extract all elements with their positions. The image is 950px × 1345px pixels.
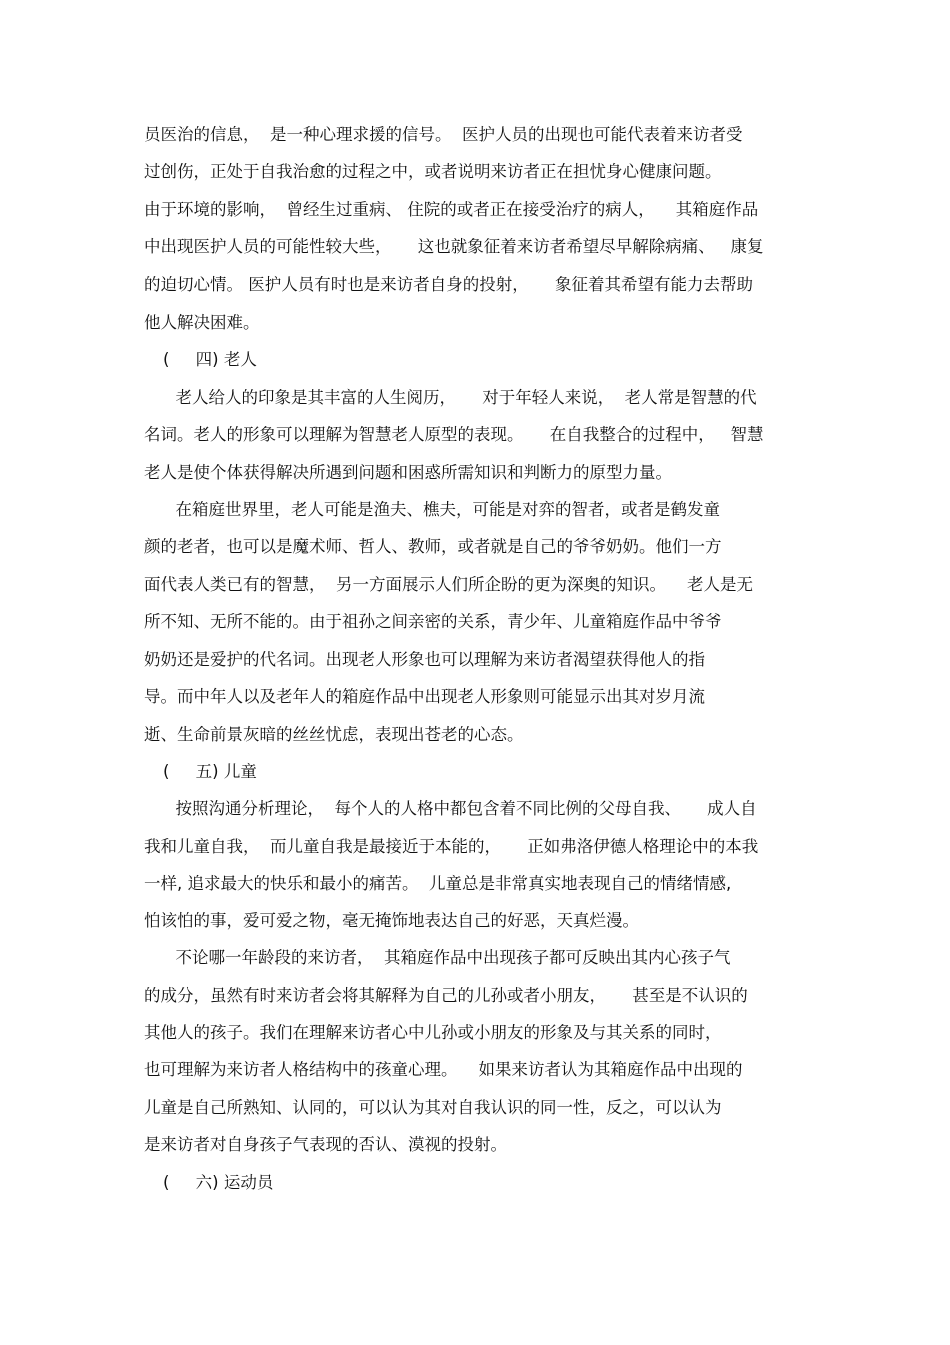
- paragraph-line: 名词。老人的形象可以理解为智慧老人原型的表现。 在自我整合的过程中， 智慧: [144, 425, 764, 444]
- paragraph-line: 的成分，虽然有时来访者会将其解释为自己的儿孙或者小朋友， 甚至是不认识的: [144, 986, 748, 1005]
- paragraph-line: 儿童是自己所熟知、认同的，可以认为其对自我认识的同一性，反之，可以认为: [144, 1098, 722, 1117]
- paragraph-line: 老人是使个体获得解决所遇到问题和困惑所需知识和判断力的原型力量。: [144, 463, 672, 482]
- paragraph-line: 是来访者对自身孩子气表现的否认、漠视的投射。: [144, 1135, 507, 1154]
- paragraph-line: 中出现医护人员的可能性较大些， 这也就象征着来访者希望尽早解除病痛、 康复: [144, 237, 764, 256]
- section-heading-athletes: ( 六) 运动员: [163, 1173, 274, 1192]
- paragraph-line: 过创伤，正处于自我治愈的过程之中，或者说明来访者正在担忧身心健康问题。: [144, 162, 722, 181]
- paragraph-line: 不论哪一年龄段的来访者， 其箱庭作品中出现孩子都可反映出其内心孩子气: [144, 948, 731, 967]
- paragraph-line: 员医治的信息， 是一种心理求援的信号。 医护人员的出现也可能代表着来访者受: [144, 125, 743, 144]
- paragraph-line: 所不知、无所不能的。由于祖孙之间亲密的关系，青少年、儿童箱庭作品中爷爷: [144, 612, 722, 631]
- paragraph-line: 其他人的孩子。我们在理解来访者心中儿孙或小朋友的形象及与其关系的同时，: [144, 1023, 722, 1042]
- paragraph-line: 导。而中年人以及老年人的箱庭作品中出现老人形象则可能显示出其对岁月流: [144, 687, 705, 706]
- paragraph-line: 由于环境的影响， 曾经生过重病、 住院的或者正在接受治疗的病人， 其箱庭作品: [144, 200, 759, 219]
- section-heading-children: ( 五) 儿童: [163, 762, 257, 781]
- paragraph-line: 他人解决困难。: [144, 313, 260, 332]
- paragraph-line: 我和儿童自我， 而儿童自我是最接近于本能的， 正如弗洛伊德人格理论中的本我: [144, 837, 759, 856]
- paragraph-line: 逝、生命前景灰暗的丝丝忧虑，表现出苍老的心态。: [144, 725, 524, 744]
- paragraph-line: 一样, 追求最大的快乐和最小的痛苦。 儿童总是非常真实地表现自己的情绪情感,: [144, 874, 732, 893]
- paragraph-line: 颜的老者，也可以是魔术师、哲人、教师，或者就是自己的爷爷奶奶。他们一方: [144, 537, 722, 556]
- paragraph-line: 奶奶还是爱护的代名词。出现老人形象也可以理解为来访者渴望获得他人的指: [144, 650, 705, 669]
- paragraph-line: 面代表人类已有的智慧， 另一方面展示人们所企盼的更为深奥的知识。 老人是无: [144, 575, 753, 594]
- paragraph-line: 怕该怕的事，爱可爱之物，毫无掩饰地表达自己的好恶，天真烂漫。: [144, 911, 639, 930]
- paragraph-line: 老人给人的印象是其丰富的人生阅历， 对于年轻人来说， 老人常是智慧的代: [144, 388, 757, 407]
- paragraph-line: 的迫切心情。 医护人员有时也是来访者自身的投射， 象征着其希望有能力去帮助: [144, 275, 753, 294]
- section-heading-elderly: ( 四) 老人: [163, 350, 257, 369]
- paragraph-line: 按照沟通分析理论， 每个人的人格中都包含着不同比例的父母自我、 成人自: [144, 799, 757, 818]
- paragraph-line: 在箱庭世界里，老人可能是渔夫、樵夫，可能是对弈的智者，或者是鹤发童: [144, 500, 720, 519]
- paragraph-line: 也可理解为来访者人格结构中的孩童心理。 如果来访者认为其箱庭作品中出现的: [144, 1060, 743, 1079]
